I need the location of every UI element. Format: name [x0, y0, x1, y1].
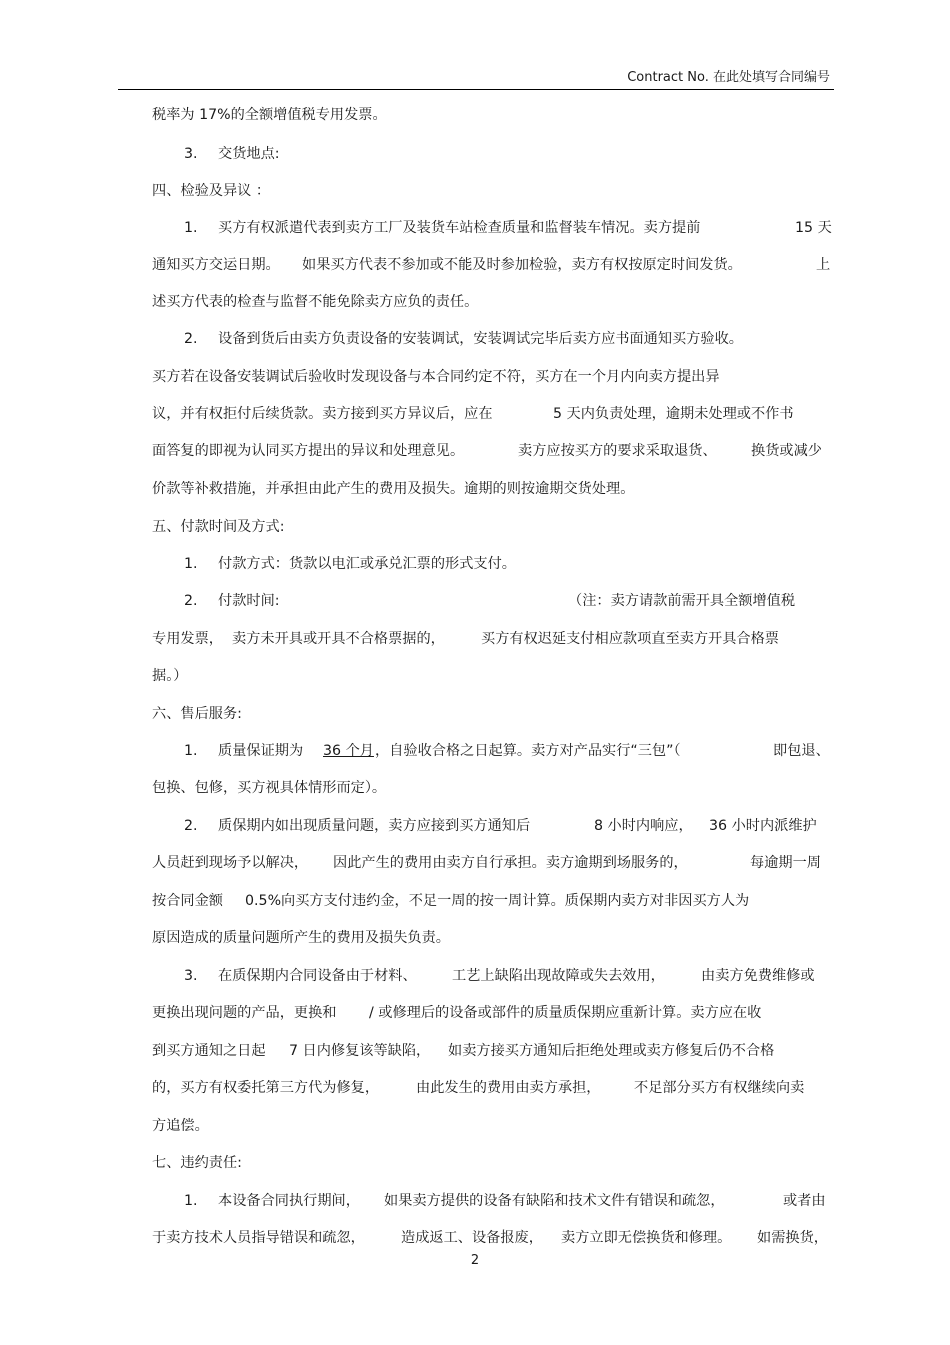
text-line: 质保期内如出现质量问题，卖方应接到买方通知后: [218, 818, 531, 834]
text-line: 买方有权迟延支付相应款项直至卖方开具合格票: [481, 631, 779, 647]
text-line: 卖方立即无偿换货和修理。: [561, 1230, 732, 1246]
text-line: 价款等补救措施，并承担由此产生的费用及损失。逾期的则按逾期交货处理。: [152, 481, 635, 497]
list-number: 1.: [184, 556, 198, 572]
text-line: 通知买方交运日期。: [152, 257, 280, 273]
text-line: 交货地点:: [218, 146, 280, 162]
text-line: 在质保期内合同设备由于材料、: [218, 968, 417, 984]
text-line: 付款时间:: [218, 593, 280, 609]
list-number: 1.: [184, 1193, 198, 1209]
text-line: 税率为 17%的全额增值税专用发票。: [152, 107, 387, 123]
text-line: 设备到货后由卖方负责设备的安装调试，安装调试完毕后卖方应书面通知买方验收。: [218, 331, 743, 347]
text-line: 专用发票，: [152, 631, 223, 647]
text-line: 如需换货，: [757, 1230, 828, 1246]
text-line: 7 日内修复该等缺陷，: [289, 1043, 431, 1059]
text-line: 方追偿。: [152, 1118, 209, 1134]
text-line: 原因造成的质量问题所产生的费用及损失负责。: [152, 930, 450, 946]
list-number: 3.: [184, 146, 198, 162]
section-heading: 七、违约责任:: [152, 1155, 242, 1171]
text-line: 即包退、: [773, 743, 830, 759]
text-line: 买方若在设备安装调试后验收时发现设备与本合同约定不符，买方在一个月内向卖方提出异: [152, 369, 720, 385]
text-line: 面答复的即视为认同买方提出的异议和处理意见。: [152, 443, 465, 459]
header-rule: [118, 89, 834, 90]
text-line: 买方有权派遣代表到卖方工厂及装货车站检查质量和监督装车情况。卖方提前: [218, 220, 701, 236]
text-line: 如卖方接买方通知后拒绝处理或卖方修复后仍不合格: [448, 1043, 775, 1059]
text-line: 包换、包修，买方视具体情形而定）。: [152, 780, 387, 796]
text-line: 不足部分买方有权继续向卖: [634, 1080, 805, 1096]
list-number: 3.: [184, 968, 198, 984]
text-line: 的，买方有权委托第三方代为修复，: [152, 1080, 380, 1096]
text-line: 5 天内负责处理，逾期未处理或不作书: [553, 406, 794, 422]
text-line: 每逾期一周: [750, 855, 821, 871]
list-number: 2.: [184, 331, 198, 347]
text-line: 更换出现问题的产品，更换和: [152, 1005, 337, 1021]
text-line: 于卖方技术人员指导错误和疏忽，: [152, 1230, 365, 1246]
text-line: 到买方通知之日起: [152, 1043, 266, 1059]
text-line: 如果卖方提供的设备有缺陷和技术文件有错误和疏忽，: [384, 1193, 725, 1209]
text-line: 因此产生的费用由卖方自行承担。卖方逾期到场服务的，: [333, 855, 688, 871]
text-line: 据。）: [152, 668, 188, 684]
text-line: 36 小时内派维护: [709, 818, 817, 834]
text-line: 造成返工、设备报废，: [401, 1230, 543, 1246]
text-line: 由此发生的费用由卖方承担，: [416, 1080, 601, 1096]
list-number: 2.: [184, 818, 198, 834]
section-heading: 六、售后服务:: [152, 706, 242, 722]
text-line: 质量保证期为: [218, 743, 304, 759]
section-heading: 五、付款时间及方式:: [152, 519, 285, 535]
page-number: 2: [470, 1253, 480, 1268]
text-line: （注：卖方请款前需开具全额增值税: [568, 593, 796, 609]
text-line: 付款方式：货款以电汇或承兑汇票的形式支付。: [218, 556, 516, 572]
text-line: 换货或减少: [751, 443, 822, 459]
list-number: 1.: [184, 220, 198, 236]
text-line: 卖方应按买方的要求采取退货、: [518, 443, 717, 459]
text-line: 本设备合同执行期间，: [218, 1193, 360, 1209]
section-heading: 四、检验及异议 ：: [152, 183, 271, 199]
text-line: 由卖方免费维修或: [701, 968, 815, 984]
text-line: 述买方代表的检查与监督不能免除卖方应负的责任。: [152, 294, 479, 310]
warranty-period: 36 个月: [323, 743, 374, 759]
text-line: 如果买方代表不参加或不能及时参加检验，卖方有权按原定时间发货。: [302, 257, 742, 273]
text-line: / 或修理后的设备或部件的质量质保期应重新计算。卖方应在收: [369, 1005, 762, 1021]
text-line: 0.5%向买方支付违约金，不足一周的按一周计算。质保期内卖方对非因买方人为: [245, 893, 750, 909]
text-line: 15 天: [795, 220, 832, 236]
text-line: 议，并有权拒付后续货款。卖方接到买方异议后，应在: [152, 406, 493, 422]
contract-number: Contract No. 在此处填写合同编号: [627, 70, 830, 85]
text-line: 工艺上缺陷出现故障或失去效用，: [452, 968, 665, 984]
text-line: 或者由: [783, 1193, 826, 1209]
list-number: 1.: [184, 743, 198, 759]
text-line: 按合同金额: [152, 893, 223, 909]
text-line: 人员赶到现场予以解决，: [152, 855, 309, 871]
text-line: 8 小时内响应，: [594, 818, 693, 834]
text-line: 上: [816, 257, 831, 273]
text-line: ，自验收合格之日起算。卖方对产品实行“三包”（: [375, 743, 681, 759]
text-line: 卖方未开具或开具不合格票据的，: [232, 631, 445, 647]
list-number: 2.: [184, 593, 198, 609]
